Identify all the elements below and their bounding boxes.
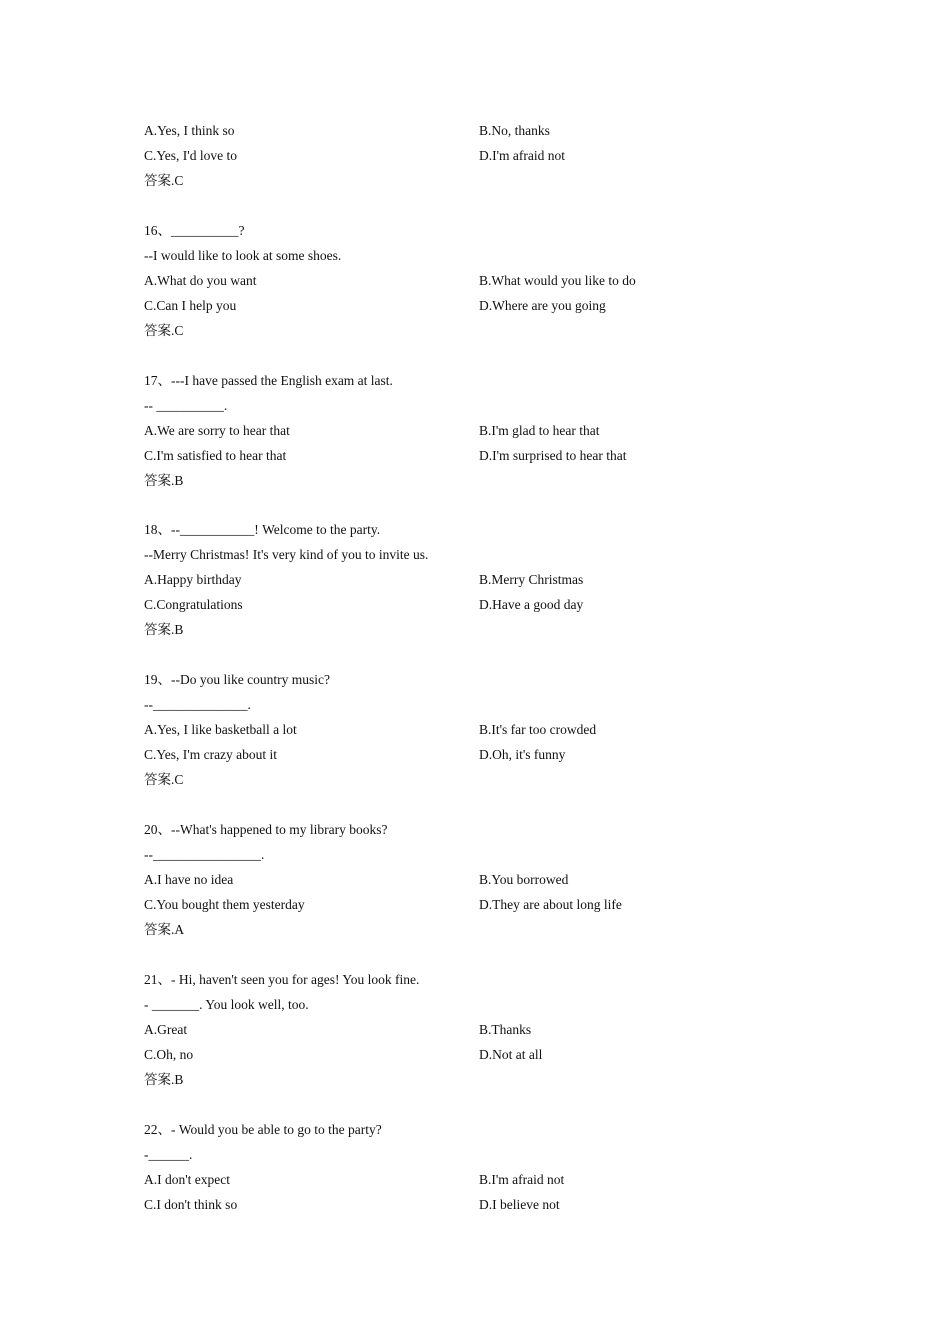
options-row-ab (144, 418, 824, 443)
option-c: C.Yes, I'm crazy about it (144, 747, 278, 763)
option-b: B.No, thanks (479, 123, 550, 138)
block-spacer (144, 193, 824, 218)
answer-line: 答案.B (144, 1071, 184, 1087)
answer-line: 答案.B (144, 622, 184, 638)
option-b: B.You borrowed (479, 871, 569, 887)
question-response: - _______. You look well, too. (144, 996, 309, 1012)
option-c: C.Oh, no (144, 1046, 194, 1062)
option-a: A.We are sorry to hear that (144, 422, 290, 438)
option-b: B.Merry Christmas (479, 572, 584, 588)
option-a: A.Yes, I like basketball a lot (144, 722, 297, 738)
option-b: B.Thanks (479, 1021, 532, 1037)
answer-line: 答案.B (144, 472, 184, 488)
question-prompt: 17、---I have passed the English exam at last. (144, 372, 393, 388)
question-block-22 (144, 1117, 824, 1217)
option-b: B.I'm afraid not (479, 1171, 565, 1187)
block-spacer (144, 343, 824, 368)
option-d: D.I'm afraid not (479, 148, 566, 163)
option-d: D.I'm surprised to hear that (479, 447, 627, 463)
option-a: A.I have no idea (144, 871, 234, 887)
options-row-ab (144, 1017, 824, 1042)
options-row-ab (144, 118, 824, 143)
option-a: A.What do you want (144, 272, 257, 288)
question-prompt: 18、--___________! Welcome to the party. (144, 522, 381, 538)
answer-line: 答案.A (144, 921, 185, 937)
question-prompt: 21、- Hi, haven't seen you for ages! You look fine. (144, 971, 420, 987)
option-a: A.Happy birthday (144, 572, 242, 588)
options-row-cd (144, 742, 824, 767)
options-row-ab (144, 867, 824, 892)
options-row-cd (144, 293, 824, 318)
question-block-21 (144, 967, 824, 1092)
question-response: -- __________. (144, 397, 228, 413)
answer-line: 答案.C (144, 173, 184, 188)
option-c: C.You bought them yesterday (144, 896, 305, 912)
option-a: A.Yes, I think so (144, 123, 235, 138)
answer-line: 答案.C (144, 322, 184, 338)
answer-line: 答案.C (144, 772, 184, 788)
block-spacer (144, 493, 824, 518)
options-row-ab (144, 1167, 824, 1192)
option-c: C.Can I help you (144, 297, 237, 313)
question-response: -______. (144, 1146, 193, 1162)
options-row-ab (144, 717, 824, 742)
question-block-20 (144, 817, 824, 942)
question-response: --________________. (144, 846, 265, 862)
option-c: C.Congratulations (144, 597, 243, 613)
question-block-16 (144, 218, 824, 343)
options-row-ab (144, 268, 824, 293)
option-d: D.I believe not (479, 1196, 560, 1212)
options-row-ab (144, 567, 824, 592)
option-d: D.Have a good day (479, 597, 584, 613)
options-row-cd (144, 592, 824, 617)
document-page (144, 118, 824, 1217)
question-response: --Merry Christmas! It's very kind of you to invite us. (144, 547, 429, 563)
question-block-17 (144, 368, 824, 493)
option-c: C.Yes, I'd love to (144, 148, 237, 163)
option-c: C.I'm satisfied to hear that (144, 447, 287, 463)
option-b: B.What would you like to do (479, 272, 636, 288)
options-row-cd (144, 443, 824, 468)
question-block-18 (144, 517, 824, 642)
options-row-cd (144, 1192, 824, 1217)
block-spacer (144, 642, 824, 667)
option-d: D.Not at all (479, 1046, 543, 1062)
option-b: B.It's far too crowded (479, 722, 597, 738)
block-spacer (144, 942, 824, 967)
option-d: D.Oh, it's funny (479, 747, 566, 763)
question-block-19 (144, 667, 824, 792)
options-row-cd (144, 892, 824, 917)
question-prompt: 20、--What's happened to my library books? (144, 821, 388, 837)
block-spacer (144, 1092, 824, 1117)
block-spacer (144, 792, 824, 817)
question-block-15 (144, 118, 824, 193)
option-d: D.Where are you going (479, 297, 606, 313)
option-b: B.I'm glad to hear that (479, 422, 600, 438)
options-row-cd (144, 143, 824, 168)
question-response: --I would like to look at some shoes. (144, 247, 342, 263)
question-prompt: 19、--Do you like country music? (144, 672, 330, 688)
option-c: C.I don't think so (144, 1196, 238, 1212)
question-prompt: 16、__________? (144, 222, 245, 238)
question-response: --______________. (144, 697, 251, 713)
option-a: A.I don't expect (144, 1171, 231, 1187)
options-row-cd (144, 1042, 824, 1067)
option-a: A.Great (144, 1021, 188, 1037)
option-d: D.They are about long life (479, 896, 622, 912)
question-prompt: 22、- Would you be able to go to the party? (144, 1121, 382, 1137)
